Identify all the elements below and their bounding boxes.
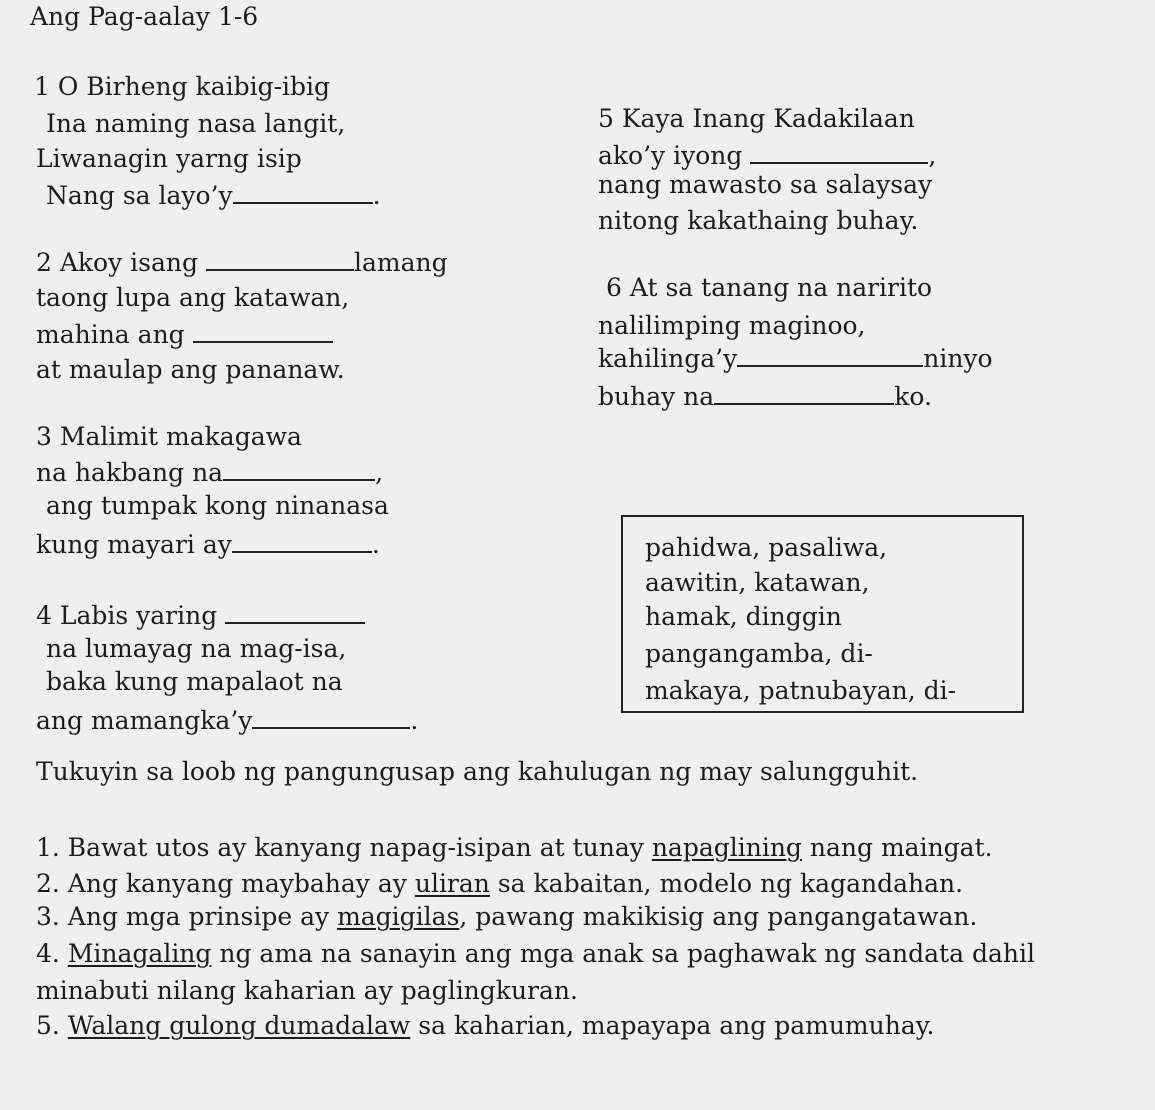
sentence-3: 3. Ang mga prinsipe ay magigilas, pawang makikisig ang pangangatawan. [36, 902, 978, 931]
stanza-1-line-2: Ina naming nasa langit, [46, 109, 346, 138]
choice-line: pahidwa, pasaliwa, [645, 533, 888, 562]
answer-blank[interactable] [193, 319, 333, 343]
underlined-word: Minagaling [67, 939, 212, 968]
stanza-3-line-4: kung mayari ay . [36, 530, 380, 559]
answer-blank[interactable] [714, 381, 894, 405]
stanza-3-line-3: ang tumpak kong ninanasa [46, 491, 389, 520]
sentence-4-continued: minabuti nilang kaharian ay paglingkuran. [36, 976, 578, 1005]
stanza-3-line-1: 3 Malimit makagawa [36, 422, 302, 451]
stanza-4-line-4: ang mamangka’y . [36, 706, 419, 735]
choice-line: hamak, dinggin [645, 602, 842, 631]
underlined-word: napaglining [651, 833, 802, 862]
stanza-1-line-3: Liwanagin yarng isip [36, 144, 302, 173]
word-choices-box [621, 515, 1024, 713]
answer-blank[interactable] [750, 140, 928, 164]
stanza-2-line-1: 2 Akoy isang lamang [36, 248, 448, 277]
answer-blank[interactable] [233, 180, 373, 204]
choice-line: pangangamba, di- [645, 639, 873, 668]
sentence-1: 1. Bawat utos ay kanyang napag-isipan at tunay napaglining nang maingat. [36, 833, 993, 862]
stanza-4-line-3: baka kung mapalaot na [46, 667, 343, 696]
sentence-4: 4. Minagaling ng ama na sanayin ang mga anak sa paghawak ng sandata dahil [36, 939, 1035, 968]
stanza-6-line-1: 6 At sa tanang na naririto [606, 273, 933, 302]
answer-blank[interactable] [232, 529, 372, 553]
stanza-5-line-2: ako’y iyong , [598, 141, 937, 170]
sentence-2: 2. Ang kanyang maybahay ay uliran sa kabaitan, modelo ng kagandahan. [36, 869, 964, 898]
answer-blank[interactable] [223, 457, 375, 481]
stanza-5-line-4: nitong kakathaing buhay. [598, 206, 919, 235]
stanza-4-line-1: 4 Labis yaring [36, 600, 365, 631]
sentence-5: 5. Walang gulong dumadalaw sa kaharian, mapayapa ang pamumuhay. [36, 1011, 935, 1040]
answer-blank[interactable] [252, 705, 410, 729]
stanza-6-line-3: kahilinga’y ninyo [598, 344, 993, 373]
stanza-5-line-3: nang mawasto sa salaysay [598, 170, 933, 199]
stanza-2-line-2: taong lupa ang katawan, [36, 283, 350, 312]
stanza-1-line-4: Nang sa layo’y . [46, 181, 381, 210]
answer-blank[interactable] [206, 247, 354, 271]
underlined-word: Walang gulong dumadalaw [67, 1011, 411, 1040]
page-title: Ang Pag-aalay 1-6 [30, 2, 259, 31]
stanza-1-line-1: 1 O Birheng kaibig-ibig [34, 72, 331, 101]
answer-blank[interactable] [737, 343, 923, 367]
underlined-word: magigilas [337, 902, 460, 931]
stanza-6-line-4: buhay na ko. [598, 382, 932, 411]
stanza-3-line-2: na hakbang na , [36, 458, 384, 487]
choice-line: makaya, patnubayan, di- [645, 676, 957, 705]
stanza-5-line-1: 5 Kaya Inang Kadakilaan [598, 104, 915, 133]
stanza-2-line-4: at maulap ang pananaw. [36, 355, 345, 384]
stanza-6-line-2: nalilimping maginoo, [598, 311, 866, 340]
answer-blank[interactable] [225, 600, 365, 624]
underlined-word: uliran [414, 869, 490, 898]
stanza-2-line-3: mahina ang [36, 319, 333, 350]
instruction: Tukuyin sa loob ng pangungusap ang kahulugan ng may salungguhit. [36, 757, 919, 786]
choice-line: aawitin, katawan, [645, 568, 870, 597]
stanza-4-line-2: na lumayag na mag-isa, [46, 634, 347, 663]
